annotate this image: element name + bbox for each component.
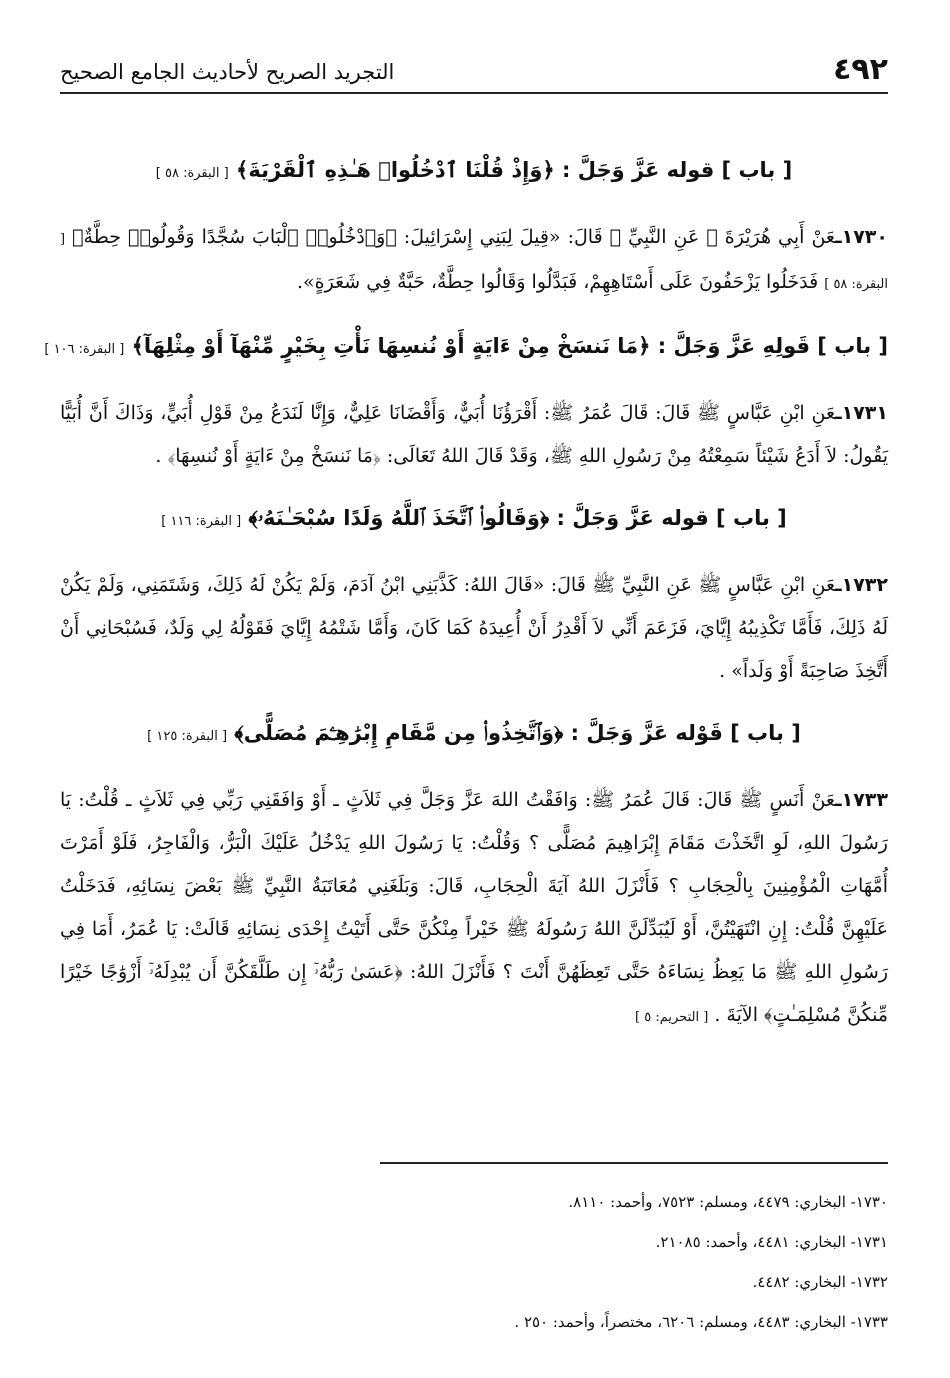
quran-reference: [ البقرة: ١١٦ ] [161,514,242,529]
hadith-number: ١٧٣١ـ [835,402,888,424]
quran-reference: [ البقرة: ١٠٦ ] [44,342,125,357]
chapter-heading-3 [60,498,888,542]
hadith-number: ١٧٣٠ـ [835,226,888,248]
hadith-text: عَنْ أَنَسٍ ﷺ قَالَ: قَالَ عُمَرُ ﷺ: وَافَقْتُ اللهَ عَزَّ وَجَلَّ فِي ثَلاَثٍ ـ أَوْ وَافَقَنِي رَبِّي فِي ثَلاَثٍ ـ قُلْتُ: يَا رَسُولَ اللهِ، لَوِ اتَّخَذْتَ مَقَامَ إِبْرَاهِيمَ مُصَلًّى ؟ وَقُلْتُ: يَا رَسُولَ اللهِ يَدْخُلُ عَلَيْكَ الْبَرُّ، وَالْفَاجِرُ، فَلَوْ أَمَرْتَ أُمَّهَاتِ الْمُؤْمِنِينَ بِالْحِجَابِ ؟ فَأَنْزَلَ اللهُ آيَةَ الْحِجَابِ، قَالَ: وَبَلَغَنِي مُعَاتَبَةُ النَّبِيِّ ﷺ بَعْضَ نِسَائِهِ، فَدَخَلْتُ عَلَيْهِنَّ قُلْتُ: إِنِ انْتَهَيْتُنَّ، أَوْ لَيُبَدِّلَنَّ اللهُ رَسُولَهُ ﷺ خَيْراً مِنْكُنَّ حَتَّى أَتَيْتُ إِحْدَى نِسَائِهِ قَالَتْ: يَا عُمَرُ، أَمَا فِي رَسُولِ اللهِ ﷺ مَا يَعِظُ نِسَاءَهُ حَتَّى تَعِظَهُنَّ أَنْتَ ؟ فَأَنْزَلَ اللهُ: ﴿عَسَىٰ رَبُّهُۥٓ إِن طَلَّقَكُنَّ أَن يُبْدِلَهُۥٓ أَزْوَٰجًا خَيْرًا مِّنكُنَّ مُسْلِمَـٰتٍ﴾ الآيَةَ . [60,789,888,1026]
hadith-text-continued: فَدَخَلُوا يَزْحَفُونَ عَلَى أَسْتَاهِهِمْ، فَبَدَّلُوا وَقَالُوا حِطَّةٌ، حَبَّةٌ فِي شَعَرَةٍ». [296,271,819,293]
chapter-heading-1 [60,150,888,194]
hadith-number: ١٧٣٣ـ [835,789,888,811]
book-title: التجريد الصريح لأحاديث الجامع الصحيح [60,60,395,84]
hadith-1730 [60,216,888,306]
page-number: ٤٩٢ [833,52,888,87]
quran-reference: [ البقرة: ٥٨ ] [60,232,888,292]
quran-reference: [ التحريم: ٥ ] [635,1010,709,1025]
chapter-title: [ باب ] قوله عَزَّ وَجَلَّ : ﴿وَإِذْ قُلْنَا ٱدْخُلُوا۟ هَـٰذِهِ ٱلْقَرْيَةَ﴾ [236,158,793,182]
hadith-text: عَنِ ابْنِ عَبَّاسٍ ﷺ قَالَ: قَالَ عُمَرُ ﷺ: أَقْرَؤُنَا أُبَيٌّ، وَأَقْضَانَا عَلِيٌّ، وَإِنَّا لَنَدَعُ مِنْ قَوْلِ أُبَيٍّ، وَذَاكَ أَنَّ أُبَيًّا يَقُولُ: لاَ أَدَعُ شَيْئاً سَمِعْتُهُ مِنْ رَسُولِ اللهِ ﷺ، وَقَدْ قَالَ اللهُ تَعَالَى: ﴿مَا نَنسَخْ مِنْ ءَايَةٍ أَوْ نُنسِهَا﴾ . [60,402,888,467]
footnote: ١٧٣٠- البخاري: ٤٤٧٩، ومسلم: ٧٥٢٣، وأحمد: ٨١١٠. [568,1193,888,1211]
chapter-title: [ باب ] قوله عَزَّ وَجَلَّ : ﴿وَقَالُوا۟ ٱتَّخَذَ ٱللَّهُ وَلَدًا سُبْحَـٰنَهُۥ﴾ [248,506,787,530]
quran-reference: [ البقرة: ٥٨ ] [155,166,229,181]
chapter-heading-4 [60,713,888,757]
footnote: ١٧٣٣- البخاري: ٤٤٨٣، ومسلم: ٦٢٠٦، مختصراً، وأحمد: ٢٥٠ . [514,1313,888,1331]
footnotes [60,1182,888,1342]
footnote: ١٧٣٢- البخاري: ٤٤٨٢. [752,1273,888,1291]
chapter-title: [ باب ] قَوْله عَزَّ وَجَلَّ : ﴿وَٱتَّخِذُوا۟ مِن مَّقَامِ إِبْرَٰهِـۧمَ مُصَلًّى﴾ [234,721,801,745]
running-header [60,52,888,94]
page-content [44,150,888,1059]
hadith-1733 [60,779,888,1039]
chapter-title: [ باب ] قَولِهِ عَزَّ وَجَلَّ : ﴿مَا نَنسَخْ مِنْ ءَايَةٍ أَوْ نُنسِهَا نَأْتِ بِخَيْرٍ مِّنْهَآ أَوْ مِثْلِهَآ﴾ [131,334,888,358]
hadith-1732 [60,564,888,693]
hadith-number: ١٧٣٢ـ [835,574,888,596]
hadith-text: عَنِ ابْنِ عَبَّاسٍ ﷺ عَنِ النَّبِيِّ ﷺ قَالَ: «قَالَ اللهُ: كَذَّبَنِي ابْنُ آدَمَ، وَلَمْ يَكُنْ لَهُ ذَلِكَ، وَشَتَمَنِي، وَلَمْ يَكُنْ لَهُ ذَلِكَ، فَأَمَّا تَكْذِيبُهُ إِيَّايَ، فَزَعَمَ أَنِّي لاَ أَقْدِرُ أَنْ أُعِيدَهُ كَمَا كَانَ، وَأَمَّا شَتْمُهُ إِيَّايَ فَقَوْلُهُ لِي وَلَدٌ، فَسُبْحَانِي أَنْ أَتَّخِذَ صَاحِبَةً أَوْ وَلَداً» . [60,574,888,682]
hadith-text: عَنْ أَبِي هُرَيْرَةَ ﷺ عَنِ النَّبِيِّ ﷺ قَالَ: «قِيلَ لِبَنِي إِسْرَائِيلَ: ﴿وَٱدْخُلُوا۟ ٱلْبَابَ سُجَّدًا وَقُولُوا۟ حِطَّةٌ﴾ [72,226,836,248]
hadith-1731 [60,392,888,478]
chapter-heading-2 [44,326,888,370]
footnote: ١٧٣١- البخاري: ٤٤٨١، وأحمد: ٢١٠٨٥. [655,1233,888,1251]
footnote-divider [380,1162,888,1164]
quran-reference: [ البقرة: ١٢٥ ] [147,729,228,744]
